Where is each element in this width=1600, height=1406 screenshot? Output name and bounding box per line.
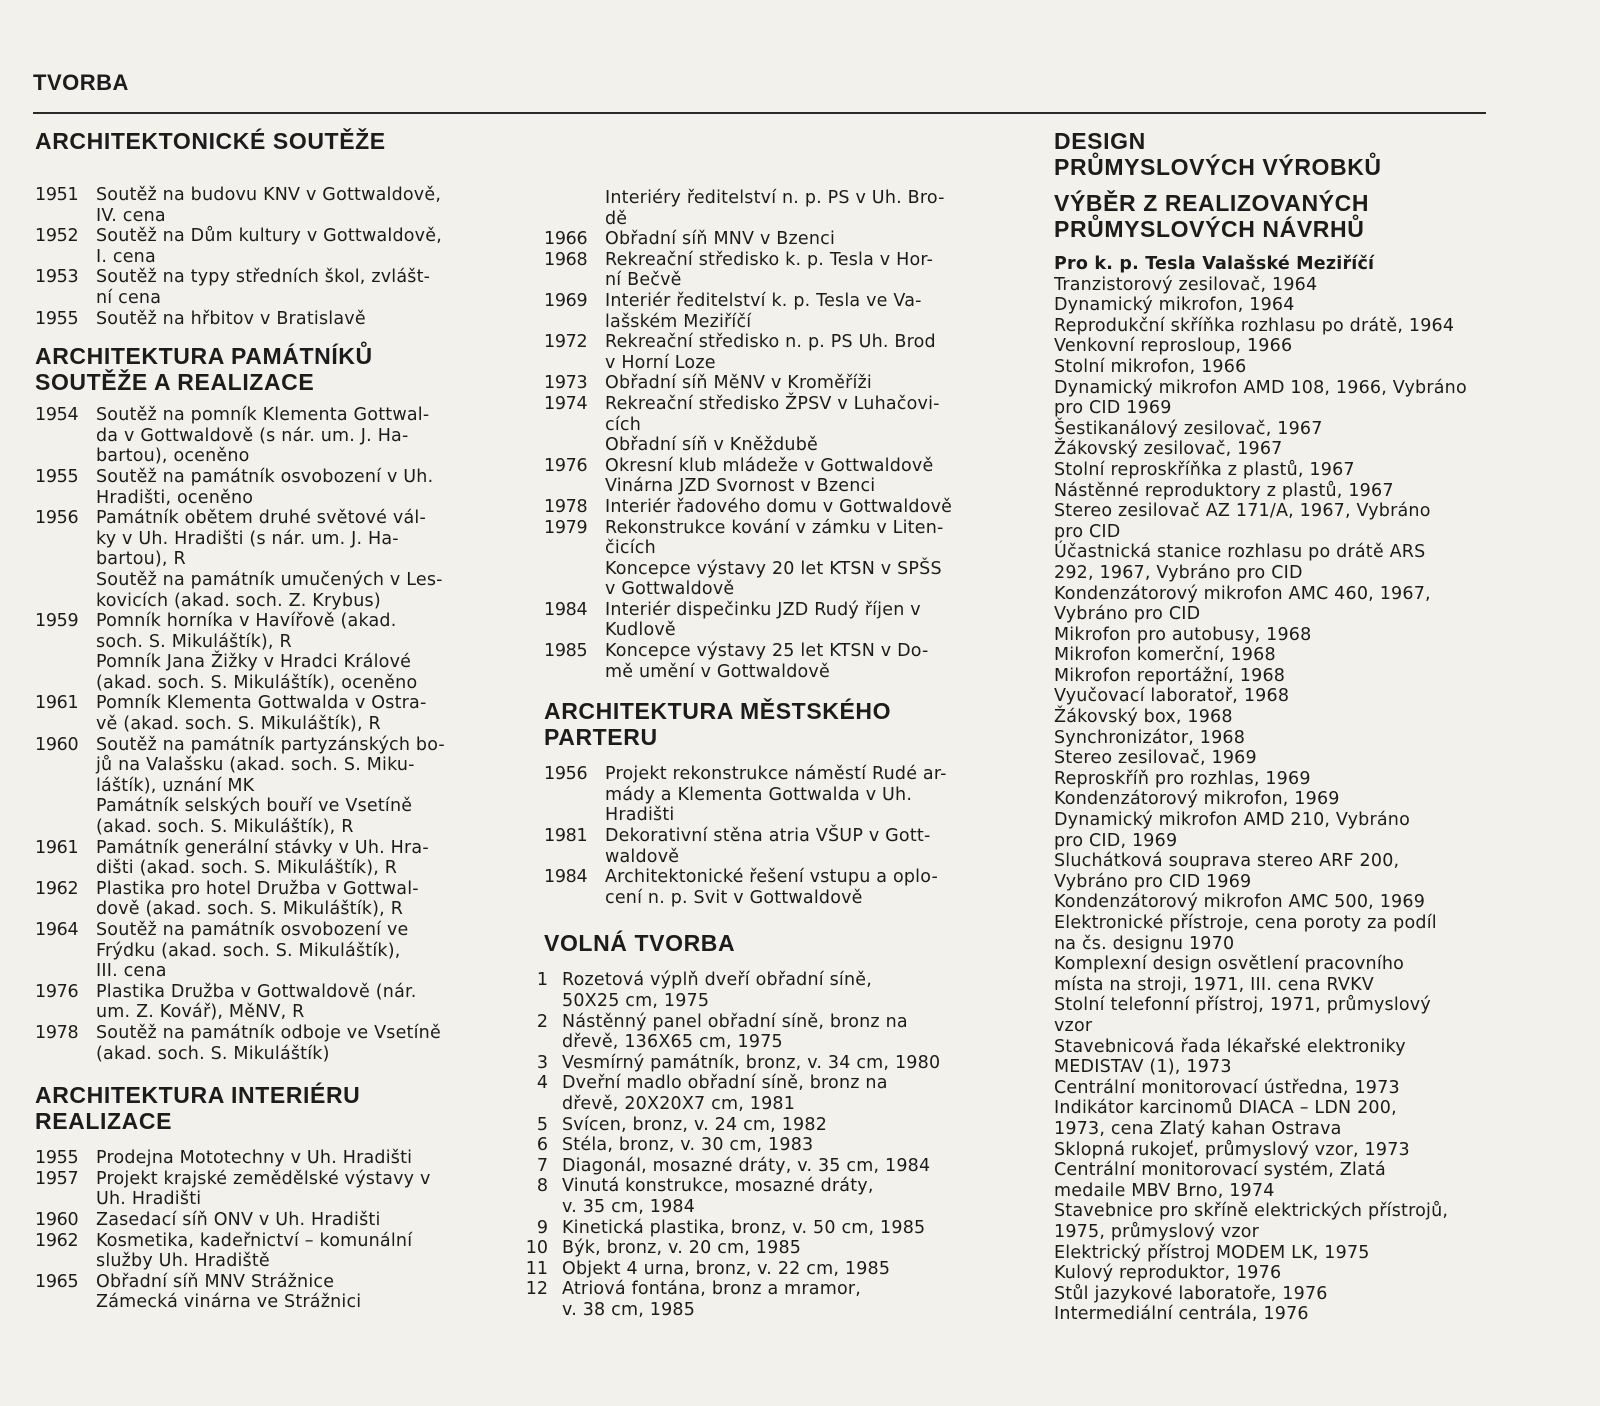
entry-year: 1961 [35,693,79,714]
list-entry [35,467,475,508]
list-entry [524,1156,984,1177]
list-entry [35,982,475,1023]
list-item: Stereo zesilovač, 1969 [1054,748,1257,769]
list-entry [544,229,984,250]
entry-number: 6 [536,1135,548,1156]
list-entry [524,1259,984,1280]
list-item: Nástěnné reproduktory z plastů, 1967 [1054,480,1394,501]
list-item: Kulový reproduktor, 1976 [1054,1263,1282,1284]
entry-year: 1962 [35,1230,79,1251]
entry-year: 1960 [35,1209,79,1230]
entry-text: Interiér řadového domu v Gottwaldově [605,496,953,517]
entry-text: Vinutá konstrukce, mosazné dráty, v. 35 cm, 1984 [562,1176,874,1217]
list-entry [524,1073,984,1114]
section-subtitle-design: VÝBĚR Z REALIZOVANÝCH PRŮMYSLOVÝCH NÁVRHŮ [1054,190,1370,242]
list-entry [35,693,475,734]
entry-text: Soutěž na typy středních škol, zvlášt- ní cena [96,267,431,308]
list-entry [35,652,475,693]
list-item: Žákovský box, 1968 [1054,707,1233,728]
entry-year [544,435,605,456]
column-left [35,128,475,1313]
list-entry [544,518,984,559]
entry-number: 4 [536,1073,548,1094]
list-entry [544,559,984,600]
entry-text: Soutěž na Dům kultury v Gottwaldově, I. cena [96,226,442,267]
entry-text: Nástěnný panel obřadní síně, bronz na dřevě, 136X65 cm, 1975 [562,1011,908,1053]
list-item: Stereo zesilovač AZ 171/A, 1967, Vybráno pro CID [1054,501,1431,542]
entry-year: 1955 [35,308,79,329]
list-entry [35,1169,475,1210]
list-entry [524,1238,984,1259]
entry-text: Kosmetika, kadeřnictví – komunální služby Uh. Hradiště [96,1230,413,1272]
entry-text: Býk, bronz, v. 20 cm, 1985 [562,1238,802,1259]
section-title-arch-souteze: ARCHITEKTONICKÉ SOUTĚŽE [35,128,386,154]
list-item: Elektronické přístroje, cena poroty za podíl na čs. designu 1970 [1054,913,1437,954]
entry-text: Plastika Družba v Gottwaldově (nár. um. Z. Kovář), MěNV, R [96,981,417,1023]
entry-year: 1955 [35,466,79,487]
list-item: Sluchátková souprava stereo ARF 200, Vybráno pro CID 1969 [1054,851,1400,892]
entry-text: Dveřní madlo obřadní síně, bronz na dřevě, 20X20X7 cm, 1981 [562,1073,888,1114]
list-entry [35,267,475,308]
list-item: Stavebnicová řada lékařské elektroniky MEDISTAV (1), 1973 [1054,1036,1406,1078]
entry-year: 1964 [35,920,79,940]
list-volna [524,970,984,1320]
section-title-volna: VOLNÁ TVORBA [544,930,736,957]
list-item: Účastnická stanice rozhlasu po drátě ARS 292, 1967, Vybráno pro CID [1054,542,1426,583]
entry-number: 8 [536,1176,548,1197]
entry-year: 1951 [35,185,79,205]
section-title-parter: ARCHITEKTURA MĚSTSKÉHO PARTERU [544,698,892,751]
list-entry [524,1012,984,1053]
list-entry [544,641,984,682]
list-interier [35,1148,475,1313]
entry-text: Soutěž na památník partyzánských bo- jů na Valašsku (akad. soch. S. Miku- láštík), uznání MK [96,734,445,796]
entry-text: Plastika pro hotel Družba v Gottwal- dově (akad. soch. S. Mikuláštík), R [96,878,419,920]
entry-text: Obřadní síň MNV Strážnice Zámecká vinárna ve Strážnici [96,1271,362,1313]
entry-year: 1979 [544,517,588,538]
entry-year: 1959 [35,611,79,632]
list-entry [524,1053,984,1074]
list-item: Vyučovací laboratoř, 1968 [1054,686,1290,707]
entry-text: Soutěž na hřbitov v Bratislavě [96,308,366,329]
entry-text: Svícen, bronz, v. 24 cm, 1982 [562,1114,828,1135]
list-item: Mikrofon reportážní, 1968 [1054,665,1286,686]
entry-year: 1976 [35,981,79,1002]
list-entry [35,309,475,330]
entry-year: 1985 [544,641,588,662]
list-entry [524,1218,984,1239]
list-entry [544,600,984,641]
list-entry [35,796,475,837]
list-entry [35,226,475,267]
entry-year: 1969 [544,290,588,311]
list-item: Stůl jazykové laboratoře, 1976 [1054,1283,1328,1304]
list-item: Elektrický přístroj MODEM LK, 1975 [1054,1242,1370,1263]
list-item: Sklopná rukojeť, průmyslový vzor, 1973 [1054,1139,1410,1160]
list-design [1054,275,1494,1325]
entry-year [35,652,96,693]
entry-text: Interiéry ředitelství n. p. PS v Uh. Bro- dě [605,188,945,229]
entry-number: 11 [525,1258,548,1279]
entry-text: Pomník horníka v Havířově (akad. soch. S. Mikuláštík), R [96,611,397,652]
list-interier-continued [544,188,984,682]
entry-year: 1956 [35,508,79,529]
list-item: Kondenzátorový mikrofon, 1969 [1054,789,1340,810]
list-entry [35,611,475,652]
entry-year: 1960 [35,734,79,755]
list-item: Reprodukční skříňka rozhlasu po drátě, 1964 [1054,315,1455,336]
entry-year [544,559,605,600]
entry-year: 1974 [544,393,588,414]
list-entry [544,764,984,826]
list-item: Centrální monitorovací ústředna, 1973 [1054,1077,1400,1098]
list-item: Stolní mikrofon, 1966 [1054,356,1247,377]
list-item: Reproskříň pro rozhlas, 1969 [1054,768,1311,789]
entry-text: Koncepce výstavy 20 let KTSN v SPŠS v Gottwaldově [605,558,942,600]
entry-text: Vesmírný památník, bronz, v. 34 cm, 1980 [562,1052,941,1073]
entry-text: Zasedací síň ONV v Uh. Hradišti [96,1209,381,1230]
list-entry [544,373,984,394]
entry-text: Památník obětem druhé světové vál- ky v Uh. Hradišti (s nár. um. J. Ha- bartou), R [96,508,426,570]
list-pamatniky [35,405,475,1064]
entry-text: Soutěž na památník osvobození v Uh. Hradišti, oceněno [96,466,434,508]
entry-text: Soutěž na pomník Klementa Gottwal- da v Gottwaldově (s nár. um. J. Ha- bartou), oceněno [96,405,430,467]
list-item: Mikrofon komerční, 1968 [1054,645,1276,666]
list-item: Dynamický mikrofon, 1964 [1054,295,1295,316]
entry-year [35,570,96,611]
entry-year: 1965 [35,1271,79,1292]
entry-year: 1984 [544,867,588,888]
list-entry [544,291,984,332]
entry-text: Atriová fontána, bronz a mramor, v. 38 cm, 1985 [562,1279,862,1320]
page-title: TVORBA [33,70,129,95]
column-middle [525,188,984,1321]
entry-year: 1956 [544,764,588,785]
entry-year: 1953 [35,267,79,288]
list-item: Indikátor karcinomů DIACA – LDN 200, 1973, cena Zlatý kahan Ostrava [1054,1098,1397,1139]
entry-text: Památník selských bouří ve Vsetíně (akad. soch. S. Mikuláštík), R [96,796,413,838]
entry-text: Rekonstrukce kování v zámku v Liten- čicích [605,517,944,559]
entry-text: Diagonál, mosazné dráty, v. 35 cm, 1984 [562,1155,931,1176]
list-entry [524,1176,984,1217]
list-entry [35,735,475,797]
entry-text: Obřadní síň v Kněždubě [605,435,818,456]
entry-text: Pomník Klementa Gottwalda v Ostra- vě (akad. soch. S. Mikuláštík), R [96,693,427,735]
entry-text: Dekorativní stěna atria VŠUP v Gott- waldově [605,826,931,867]
entry-year: 1957 [35,1168,79,1189]
entry-year: 1968 [544,249,588,270]
entry-year: 1955 [35,1148,79,1169]
entry-text: Obřadní síň MěNV v Kroměříži [605,373,872,394]
list-parter [544,764,984,908]
list-item: Dynamický mikrofon AMD 108, 1966, Vybráno pro CID 1969 [1054,377,1467,419]
list-item: Intermediální centrála, 1976 [1054,1304,1309,1325]
list-item: Dynamický mikrofon AMD 210, Vybráno pro CID, 1969 [1054,810,1411,851]
entry-text: Interiér dispečinku JZD Rudý říjen v Kudlově [605,599,921,641]
entry-number: 7 [536,1155,548,1176]
entry-number: 10 [525,1238,548,1259]
entry-year: 1966 [544,229,588,250]
list-entry [524,1135,984,1156]
list-entry [544,867,984,908]
list-item: Kondenzátorový mikrofon AMC 500, 1969 [1054,892,1426,913]
list-item: Tranzistorový zesilovač, 1964 [1054,274,1318,295]
entry-year: 1973 [544,373,588,394]
entry-text: Rozetová výplň dveří obřadní síně, 50X25 cm, 1975 [562,970,872,1011]
list-item: Centrální monitorovací systém, Zlatá medaile MBV Brno, 1974 [1054,1160,1386,1201]
list-entry [544,188,984,229]
list-entry [524,1279,984,1320]
entry-year: 1962 [35,878,79,899]
list-entry [35,1231,475,1272]
entry-text: Památník generální stávky v Uh. Hra- dišti (akad. soch. S. Mikuláštík), R [96,837,429,879]
list-entry [35,508,475,570]
design-client: Pro k. p. Tesla Valašské Meziříčí [1054,254,1375,274]
entry-year: 1976 [544,455,588,476]
list-entry [35,1210,475,1231]
header-rule [33,112,1486,114]
entry-text: Projekt rekonstrukce náměstí Rudé ar- mády a Klementa Gottwalda v Uh. Hradišti [605,764,947,826]
entry-text: Rekreační středisko ŽPSV v Luhačovi- cích [605,393,940,435]
entry-number: 2 [536,1011,548,1032]
list-entry [35,570,475,611]
list-item: Stavebnice pro skříně elektrických přístrojů, 1975, průmyslový vzor [1054,1201,1449,1242]
list-entry [35,1148,475,1169]
entry-text: Rekreační středisko n. p. PS Uh. Brod v Horní Loze [605,332,936,373]
entry-number: 3 [536,1052,548,1073]
list-entry [544,435,984,456]
list-item: Stolní telefonní přístroj, 1971, průmyslový vzor [1054,995,1431,1036]
entry-number: 1 [536,970,548,991]
list-item: Žákovský zesilovač, 1967 [1054,439,1283,460]
entry-number: 9 [536,1217,548,1238]
entry-text: Pomník Jana Žižky v Hradci Králové (akad. soch. S. Mikuláštík), oceněno [96,652,418,693]
entry-year [35,796,96,837]
list-entry [544,250,984,291]
entry-number: 12 [525,1279,548,1300]
entry-year: 1961 [35,837,79,858]
entry-text: Soutěž na budovu KNV v Gottwaldově, IV. cena [96,185,442,226]
list-entry [35,1272,475,1313]
list-item: Mikrofon pro autobusy, 1968 [1054,624,1312,645]
entry-text: Koncepce výstavy 25 let KTSN v Do- mě umění v Gottwaldově [605,641,929,682]
entry-year: 1981 [544,826,588,847]
entry-year: 1954 [35,405,79,426]
list-entry [544,332,984,373]
entry-year: 1984 [544,599,588,620]
entry-text: Obřadní síň MNV v Bzenci [605,229,836,250]
section-title-design: DESIGN PRŮMYSLOVÝCH VÝROBKŮ [1054,128,1382,180]
list-item: Venkovní reprosloup, 1966 [1054,336,1293,357]
entry-text: Architektonické řešení vstupu a oplo- cení n. p. Svit v Gottwaldově [605,867,938,908]
entry-text: Rekreační středisko k. p. Tesla v Hor- ní Bečvě [605,249,934,291]
entry-text: Projekt krajské zemědělské výstavy v Uh. Hradišti [96,1168,431,1210]
list-entry [524,970,984,1011]
list-entry [35,185,475,226]
list-entry [544,497,984,518]
entry-text: Soutěž na památník umučených v Les- kovicích (akad. soch. Z. Krybus) [96,569,443,611]
entry-year: 1972 [544,332,588,353]
list-item: Šestikanálový zesilovač, 1967 [1054,418,1323,439]
entry-year: 1978 [544,496,588,517]
entry-year: 1978 [35,1022,79,1043]
list-entry [524,1115,984,1136]
entry-text: Stéla, bronz, v. 30 cm, 1983 [562,1135,814,1156]
entry-text: Kinetická plastika, bronz, v. 50 cm, 1985 [562,1217,926,1238]
section-title-pamatniky: ARCHITEKTURA PAMÁTNÍKŮ SOUTĚŽE A REALIZACE [35,343,373,396]
list-entry [35,920,475,982]
entry-text: Objekt 4 urna, bronz, v. 22 cm, 1985 [562,1258,891,1279]
entry-text: Okresní klub mládeže v Gottwaldově Vinárna JZD Svornost v Bzenci [605,455,934,497]
list-entry [35,879,475,920]
entry-year: 1952 [35,226,79,247]
list-entry [35,838,475,879]
list-item: Synchronizátor, 1968 [1054,727,1246,748]
entry-text: Soutěž na památník odboje ve Vsetíně (akad. soch. S. Mikuláštík) [96,1022,441,1064]
entry-year [544,188,605,229]
list-item: Stolní reproskříňka z plastů, 1967 [1054,459,1355,480]
list-arch-souteze [35,185,475,329]
list-entry [35,1023,475,1064]
column-right [1054,128,1494,1325]
list-entry [544,394,984,435]
list-entry [35,405,475,467]
entry-text: Prodejna Mototechny v Uh. Hradišti [96,1148,413,1169]
entry-text: Soutěž na památník osvobození ve Frýdku (akad. soch. S. Mikuláštík), III. cena [96,920,409,982]
entry-text: Interiér ředitelství k. p. Tesla ve Va- lašském Meziříčí [605,290,922,332]
section-title-interier: ARCHITEKTURA INTERIÉRU REALIZACE [35,1082,361,1135]
list-entry [544,456,984,497]
list-item: Komplexní design osvětlení pracovního místa na stroji, 1971, III. cena RVKV [1054,954,1405,995]
list-entry [544,826,984,867]
entry-number: 5 [536,1114,548,1135]
list-item: Kondenzátorový mikrofon AMC 460, 1967, Vybráno pro CID [1054,583,1431,625]
